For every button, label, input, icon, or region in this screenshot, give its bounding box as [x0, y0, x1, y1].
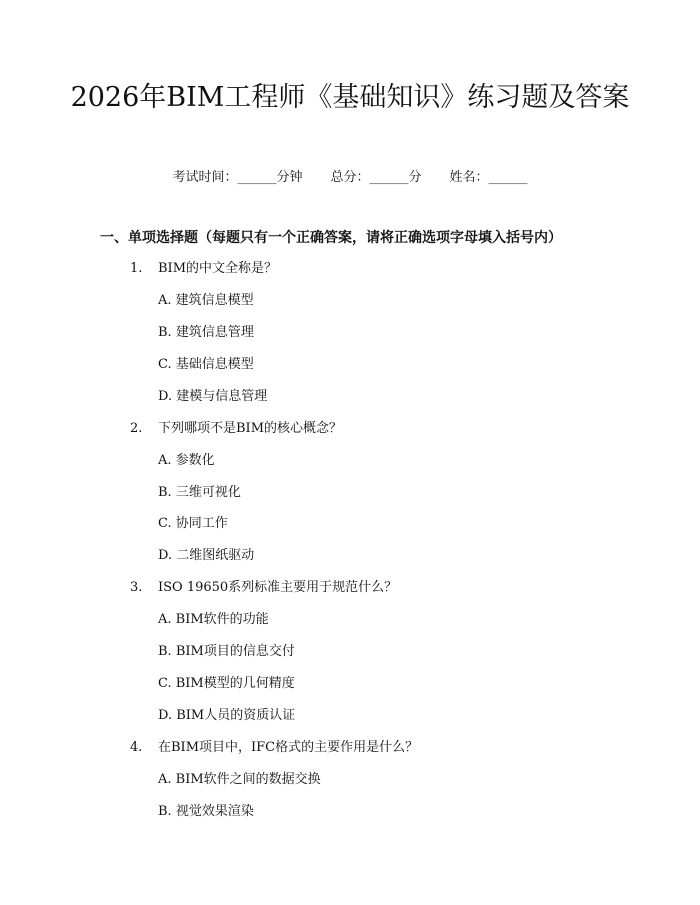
question-number: 2. [130, 421, 143, 436]
total-score-label: 总分：______分 [330, 170, 422, 185]
question-number: 1. [130, 261, 143, 276]
exam-time-label: 考试时间：______分钟 [172, 170, 303, 185]
question-2 [130, 419, 342, 439]
option-1c: C. 基础信息模型 [158, 357, 254, 372]
question-3 [130, 578, 397, 598]
option-3d: D. BIM人员的资质认证 [158, 708, 296, 723]
option-1b: B. 建筑信息管理 [158, 325, 254, 340]
option-2d: D. 二维图纸驱动 [158, 548, 255, 563]
question-text: 下列哪项不是BIM的核心概念？ [158, 421, 342, 436]
option-2a: A. 参数化 [158, 453, 215, 468]
question-number: 4. [130, 740, 143, 755]
option-3a: A. BIM软件的功能 [158, 612, 269, 627]
option-3c: C. BIM模型的几何精度 [158, 676, 295, 691]
option-3b: B. BIM项目的信息交付 [158, 644, 295, 659]
option-4b: B. 视觉效果渲染 [158, 804, 254, 819]
question-4 [130, 738, 418, 758]
question-text: ISO 19650系列标准主要用于规范什么？ [158, 580, 398, 595]
name-label: 姓名：______ [449, 170, 528, 185]
question-1 [130, 259, 277, 279]
page-title: 2026年BIM工程师《基础知识》练习题及答案 [70, 82, 630, 113]
question-text: BIM的中文全称是？ [158, 261, 277, 276]
exam-meta [0, 168, 700, 188]
option-1d: D. 建模与信息管理 [158, 389, 268, 404]
question-text: 在BIM项目中，IFC格式的主要作用是什么？ [158, 740, 419, 755]
option-4a: A. BIM软件之间的数据交换 [158, 772, 321, 787]
option-1a: A. 建筑信息模型 [158, 293, 254, 308]
question-number: 3. [130, 580, 143, 595]
option-2b: B. 三维可视化 [158, 485, 241, 500]
option-2c: C. 协同工作 [158, 516, 228, 531]
section-title: 一、单项选择题（每题只有一个正确答案，请将正确选项字母填入括号内） [100, 230, 562, 246]
